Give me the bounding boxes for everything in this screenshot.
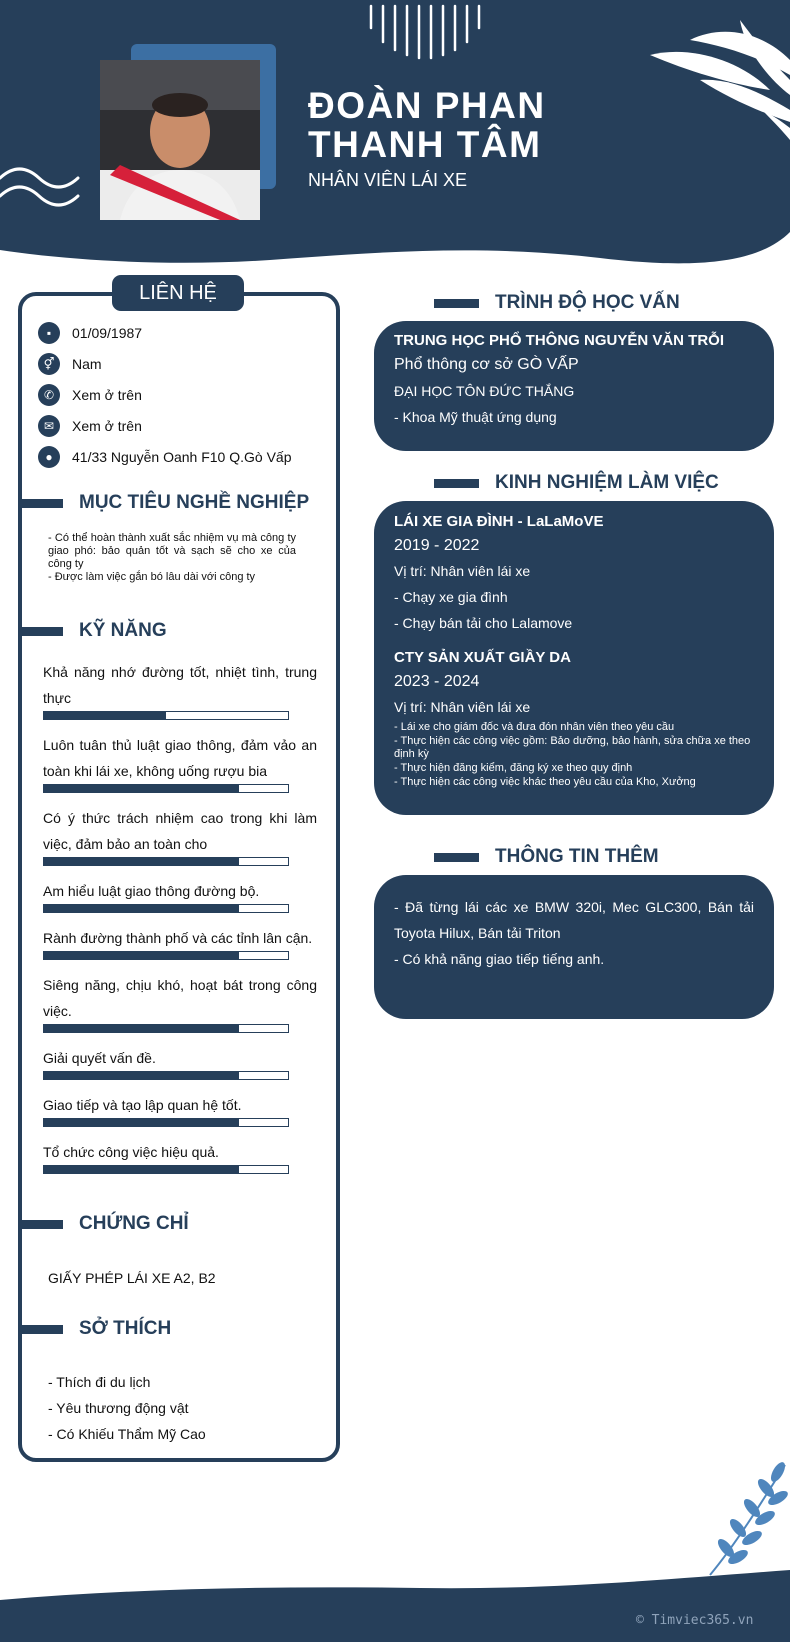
certificates-title: CHỨNG CHỈ <box>79 1213 189 1234</box>
skill-level-fill <box>44 785 239 792</box>
skill-name: Giải quyết vấn đề. <box>43 1050 156 1066</box>
skill-level-bar <box>43 1165 289 1174</box>
skill-level-bar <box>43 711 289 720</box>
hobbies-heading <box>18 1314 171 1344</box>
contact-email-text: Xem ở trên <box>72 418 142 434</box>
job-detail: - Thực hiện các công việc gồm: Bảo dưỡng, bảo hành, sửa chữa xe theo định kỳ <box>394 735 751 760</box>
contact-gender-text: Nam <box>72 356 102 372</box>
skill-level-fill <box>44 1166 239 1173</box>
skill-name: Tổ chức công việc hiệu quả. <box>43 1144 219 1160</box>
skill-name: Có ý thức trách nhiệm cao trong khi làm việc, đảm bảo an toàn cho <box>43 810 317 852</box>
skill-name: Rành đường thành phố và các tỉnh lân cận. <box>43 930 313 946</box>
job-detail: - Chạy bán tải cho Lalamove <box>394 615 573 631</box>
section-bar <box>18 499 63 508</box>
skill-name: Siêng năng, chịu khó, hoạt bát trong công việc. <box>43 977 317 1019</box>
extra-info-line: - Đã từng lái các xe BMW 320i, Mec GLC300, Bán tải Toyota Hilux, Bán tải Triton <box>394 899 754 941</box>
section-bar <box>18 1220 63 1229</box>
skill-level-bar <box>43 784 289 793</box>
education-line-4: - Khoa Mỹ thuật ứng dụng <box>394 409 557 425</box>
section-bar <box>18 1325 63 1334</box>
certificates-heading <box>18 1209 189 1239</box>
extra-info-heading <box>434 842 659 872</box>
skill-name: Luôn tuân thủ luật giao thông, đảm vảo an toàn khi lái xe, không uống rượu bia <box>43 737 317 779</box>
skills-heading <box>18 616 167 646</box>
contact-address <box>38 446 291 468</box>
birthday-cake-icon: ▪ <box>38 322 60 344</box>
skill-name: Am hiểu luật giao thông đường bộ. <box>43 883 260 899</box>
job-detail: - Chạy xe gia đình <box>394 589 508 605</box>
footer-credit: © Timviec365.vn <box>636 1613 754 1628</box>
skill-level-bar <box>43 1118 289 1127</box>
section-bar <box>434 479 479 488</box>
skill-level-fill <box>44 1119 239 1126</box>
education-line-2: Phổ thông cơ sở GÒ VẤP <box>394 356 579 373</box>
skill-level-fill <box>44 858 239 865</box>
experience-heading <box>434 468 719 498</box>
skill-level-bar <box>43 951 289 960</box>
skill-name: Giao tiếp và tạo lập quan hệ tốt. <box>43 1097 242 1113</box>
hobby-item: - Có Khiếu Thẩm Mỹ Cao <box>48 1426 206 1442</box>
career-goal-title: MỤC TIÊU NGHỀ NGHIỆP <box>79 492 310 513</box>
skill-level-bar <box>43 904 289 913</box>
extra-info-text <box>394 894 754 972</box>
section-bar <box>434 299 479 308</box>
skill-level-bar <box>43 1024 289 1033</box>
skills-title: KỸ NĂNG <box>79 620 167 641</box>
contact-birthday-text: 01/09/1987 <box>72 325 143 341</box>
location-pin-icon: ● <box>38 446 60 468</box>
job-company: LÁI XE GIA ĐÌNH - LaLaMoVE <box>394 513 604 530</box>
contact-address-text: 41/33 Nguyễn Oanh F10 Q.Gò Vấp <box>72 449 292 465</box>
job-position: Vị trí: Nhân viên lái xe <box>394 699 531 715</box>
skill-level-fill <box>44 1025 239 1032</box>
email-icon: ✉ <box>38 415 60 437</box>
skill-level-fill <box>44 1072 239 1079</box>
skill-level-fill <box>44 952 239 959</box>
profile-photo <box>100 60 260 220</box>
contact-birthday <box>38 322 142 344</box>
extra-info-line: - Có khả năng giao tiếp tiếng anh. <box>394 951 605 967</box>
job-title: NHÂN VIÊN LÁI XE <box>308 170 468 190</box>
name-line-2: THANH TÂM <box>308 124 542 165</box>
contact-email <box>38 415 142 437</box>
footer-wave <box>0 1570 800 1642</box>
section-bar <box>434 853 479 862</box>
career-goal-heading <box>18 488 309 518</box>
contact-gender <box>38 353 102 375</box>
skill-level-fill <box>44 905 239 912</box>
hobby-item: - Yêu thương động vật <box>48 1400 189 1416</box>
name-line-1: ĐOÀN PHAN <box>308 85 546 126</box>
experience-title: KINH NGHIỆM LÀM VIỆC <box>495 472 719 493</box>
contact-phone-text: Xem ở trên <box>72 387 142 403</box>
hobbies-title: SỞ THÍCH <box>79 1318 172 1339</box>
job-company: CTY SẢN XUẤT GIẦY DA <box>394 649 571 666</box>
skill-level-bar <box>43 857 289 866</box>
skill-level-bar <box>43 1071 289 1080</box>
skill-name: Khả năng nhớ đường tốt, nhiệt tình, trung thực <box>43 664 317 706</box>
job-detail: - Lái xe cho giám đốc và đưa đón nhân viên theo yêu cầu <box>394 721 675 733</box>
skill-level-fill <box>44 712 166 719</box>
contact-section-title: LIÊN HỆ <box>112 275 244 311</box>
education-school: TRUNG HỌC PHỔ THÔNG NGUYỄN VĂN TRỖI <box>394 332 725 349</box>
phone-icon: ✆ <box>38 384 60 406</box>
header-banner <box>0 0 790 268</box>
hobby-item: - Thích đi du lịch <box>48 1374 151 1390</box>
education-line-3: ĐẠI HỌC TÔN ĐỨC THẮNG <box>394 383 575 399</box>
extra-info-title: THÔNG TIN THÊM <box>495 846 659 867</box>
gender-icon: ⚥ <box>38 353 60 375</box>
education-heading <box>434 288 680 318</box>
job-position: Vị trí: Nhân viên lái xe <box>394 563 531 579</box>
job-detail: - Thực hiện các công việc khác theo yêu cầu của Kho, Xưởng <box>394 776 696 788</box>
education-title: TRÌNH ĐỘ HỌC VẤN <box>495 292 680 313</box>
job-period: 2023 - 2024 <box>394 673 480 690</box>
section-bar <box>18 627 63 636</box>
leaf-branch-icon <box>700 1460 795 1580</box>
job-detail: - Thực hiện đăng kiểm, đăng ký xe theo quy định <box>394 762 633 774</box>
contact-phone <box>38 384 142 406</box>
certificate-text: GIẤY PHÉP LÁI XE A2, B2 <box>48 1270 216 1286</box>
career-goal-text: - Có thể hoàn thành xuất sắc nhiệm vụ mà công ty giao phó: bảo quản tốt và sạch sẽ cho xe của công ty - Được làm việc gắn bó lâu dài với công ty <box>48 532 296 583</box>
job-period: 2019 - 2022 <box>394 537 480 554</box>
